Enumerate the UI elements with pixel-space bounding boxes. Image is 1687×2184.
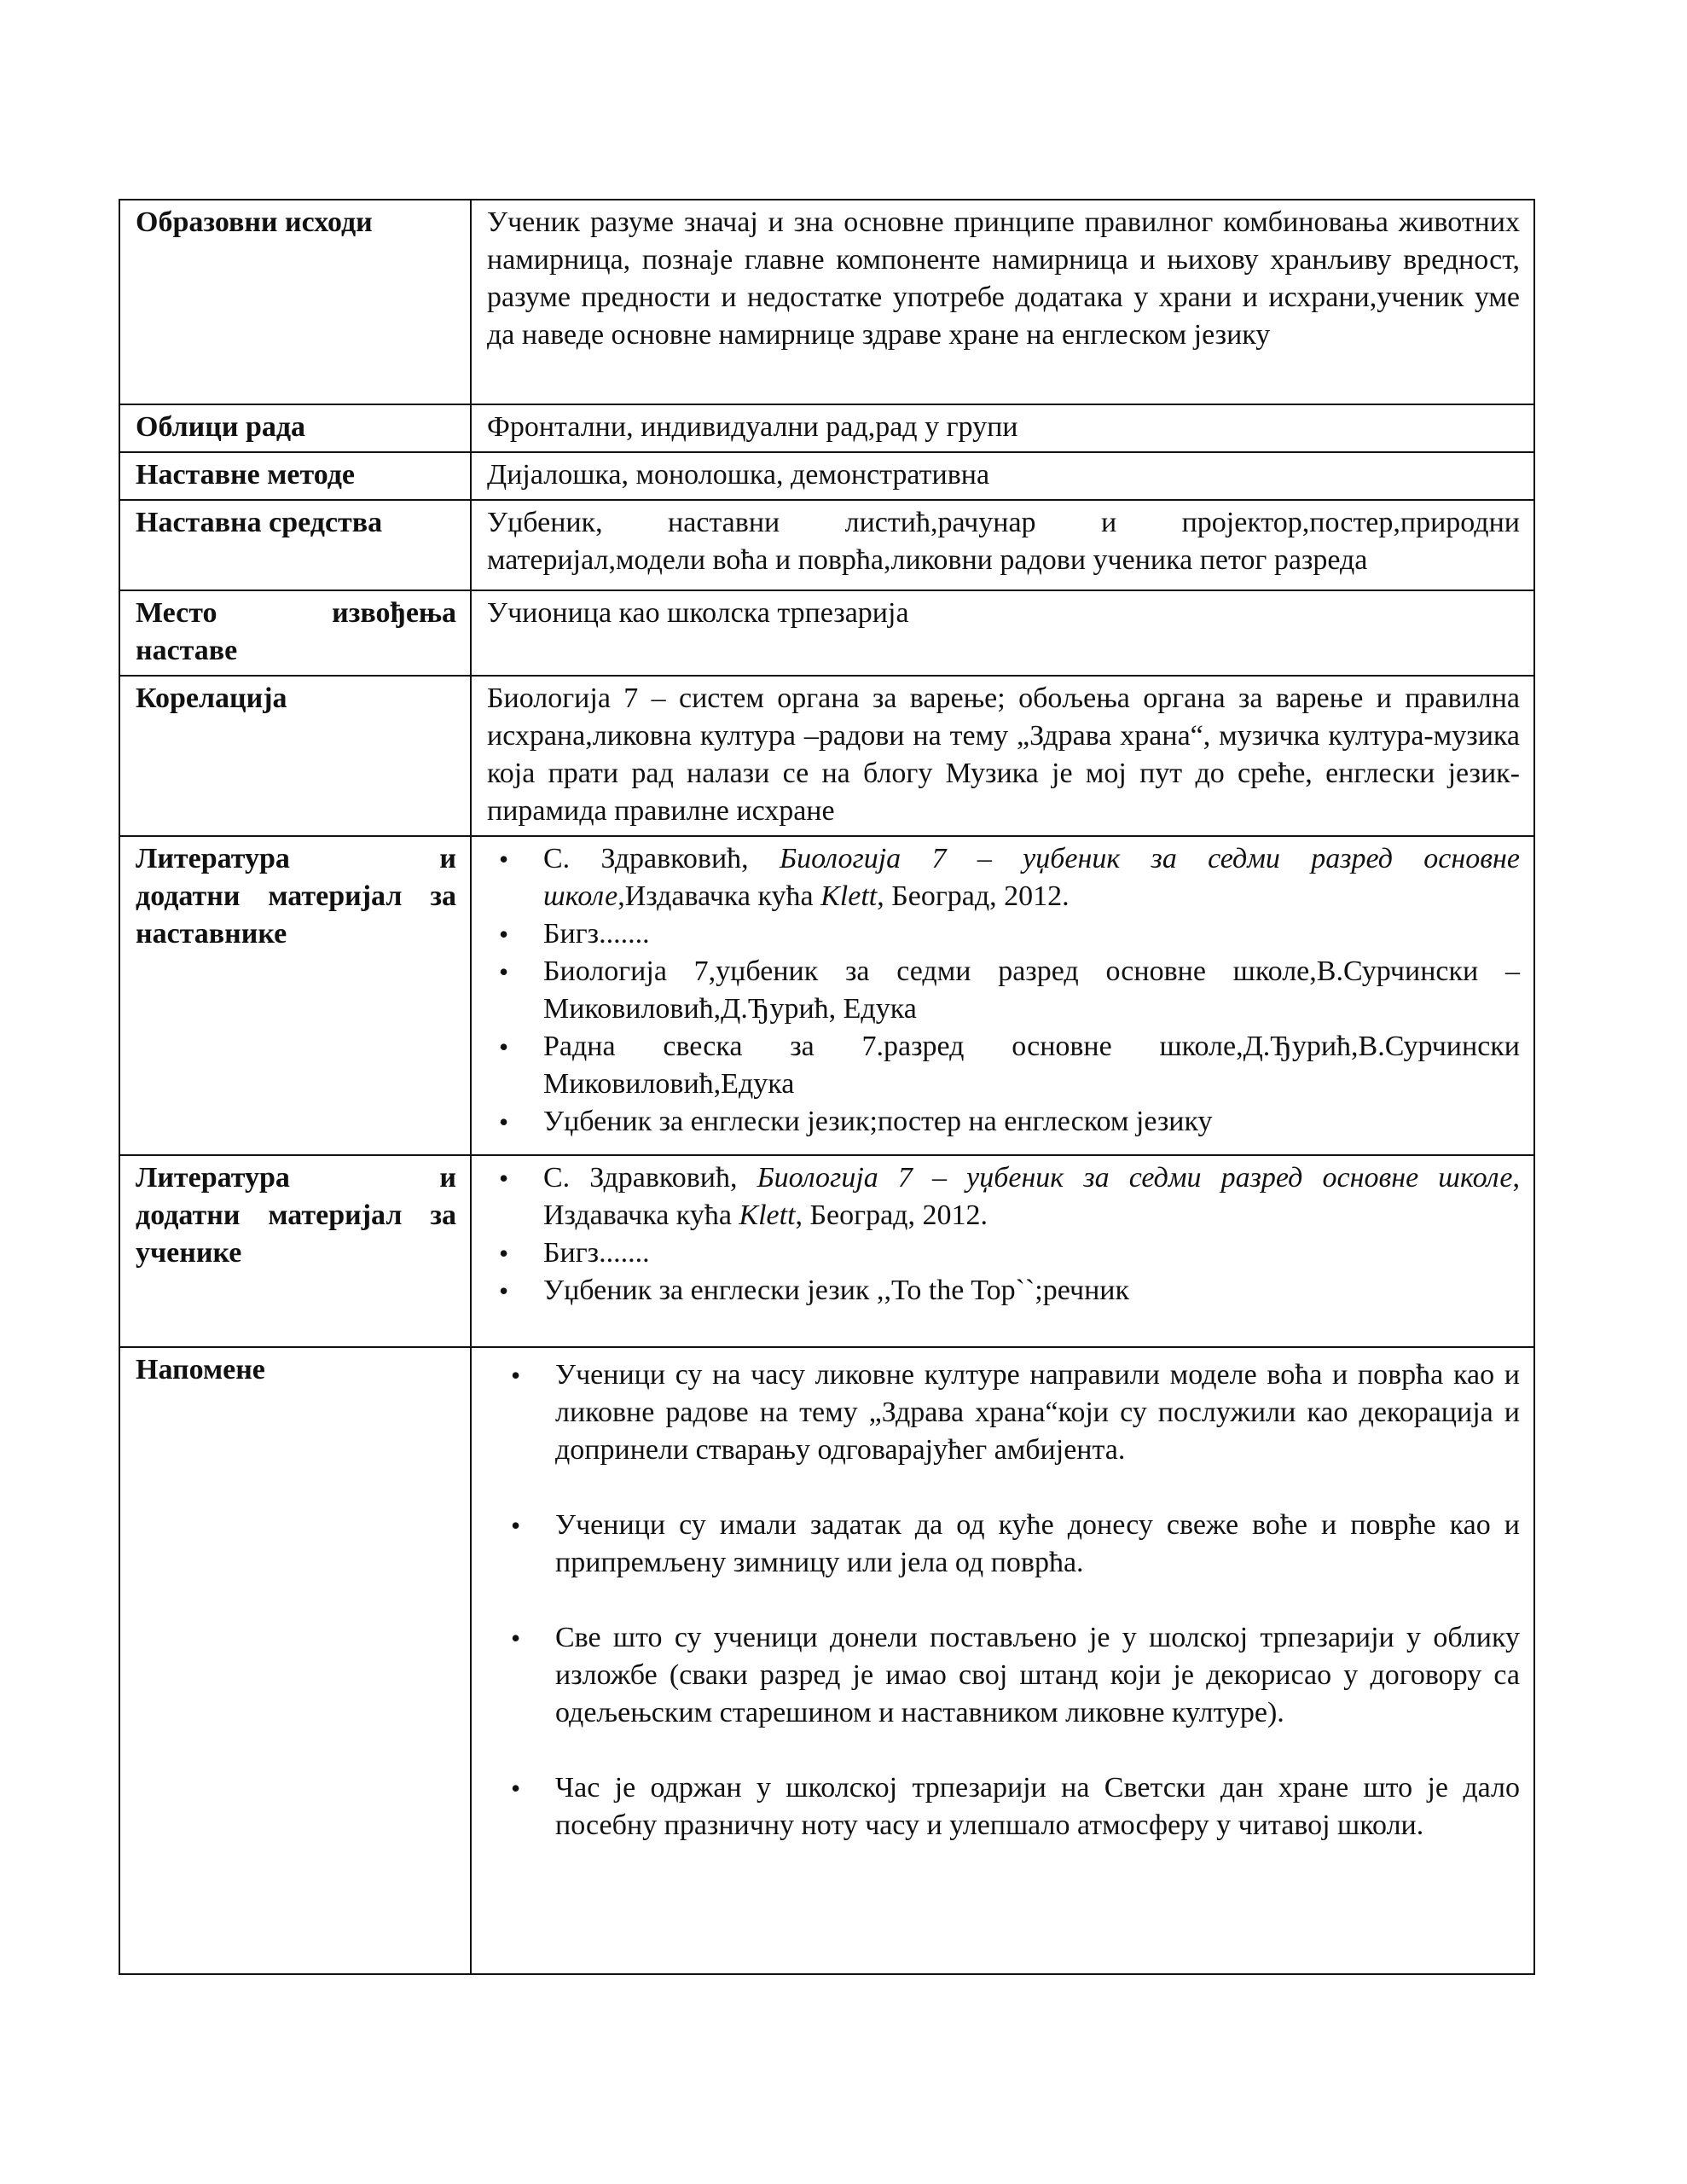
- list-item: • Ученици су на часу ликовне културе направили моделе воћа и поврћа као и ликовне радове на тему „Здрава храна“који су послужили као декорација и допринели стварању одговарајућег амбијента.: [555, 1356, 1520, 1469]
- list-item: • Ученици су имали задатак да од куће донесу свеже воће и поврће као и припремљену зимницу или јела од поврћа.: [555, 1507, 1520, 1582]
- row-label-work-forms: Облици рада: [119, 404, 471, 452]
- lit-teachers-label-word-2: и: [439, 843, 456, 874]
- list-item: • Бигз.......: [543, 1234, 1520, 1272]
- list-item: • Уџбеник за енглески језик;постер на енглеском језику: [543, 1103, 1520, 1141]
- row-label-outcomes: Образовни исходи: [119, 200, 471, 404]
- resources-line-2: материјал,модели воћа и поврћа,ликовни радови ученика петог разреда: [487, 544, 1368, 576]
- row-content-lit-students: [471, 1155, 1534, 1347]
- row-content-resources: [471, 500, 1534, 590]
- row-content-place: Учионица као школска трпезарија: [471, 590, 1534, 676]
- row-content-lit-teachers: [471, 836, 1534, 1155]
- list-item: • Час је одржан у школској трпезарији на Светски дан хране што је дало посебну празничну ноту часу и улепшало атмосферу у читавој школи.: [555, 1769, 1520, 1844]
- lit-teachers-label-word-1: Литература: [136, 843, 290, 874]
- place-label-word-1: Место: [136, 597, 217, 629]
- row-label-methods: Наставне методе: [119, 452, 471, 500]
- row-label-correlation: Корелација: [119, 676, 471, 836]
- list-item: • Биологија 7,уџбеник за седми разред основне школе,В.Сурчински –Миковиловић,Д.Ђурић, Едука: [543, 953, 1520, 1028]
- list-item: • Све што су ученици донели постављено је у шолској трпезарији у облику изложбе (сваки разред је имао свој штанд који је декорисао у договору са одељењским старешином и наставником ликовне културе).: [555, 1619, 1520, 1732]
- row-content-outcomes: Ученик разуме значај и зна основне принципе правилног комбиновања животних намирница, познаје главне компоненте намирница и њихову хранљиву вредност, разуме предности и недостатке употребе додатака у храни и исхрани,ученик уме да наведе основне намирнице здраве хране на енглеском језику: [471, 200, 1534, 404]
- table-row: [119, 1347, 1534, 1974]
- book-title: Биологија 7 – уџбеник за седми разред основне школе: [543, 843, 1520, 912]
- row-label-resources: Наставна средства: [119, 500, 471, 590]
- table-row: [119, 1155, 1534, 1347]
- list-item: • Бигз.......: [543, 915, 1520, 953]
- lit-students-list: [487, 1159, 1520, 1310]
- list-item: • С. Здравковић, Биологија 7 – уџбеник за седми разред основне школе,Издавачка кућа Klett, Београд, 2012.: [543, 840, 1520, 915]
- resources-line-1: Уџбеник, наставни листић,рачунар и пројектор,постер,природни: [487, 507, 1520, 538]
- lit-teachers-label-rest: додатни материјал за наставнике: [136, 880, 456, 950]
- book-title: Биологија 7 – уџбеник за седми разред основне школе: [757, 1162, 1513, 1194]
- lit-students-label-rest: додатни материјал за ученике: [136, 1199, 456, 1269]
- table-row: [119, 500, 1534, 590]
- row-content-notes: [471, 1347, 1534, 1974]
- table-row: [119, 404, 1534, 452]
- lit-students-label-word-2: и: [439, 1162, 456, 1194]
- lit-teachers-list: [487, 840, 1520, 1141]
- row-content-correlation: Биологија 7 – систем органа за варење; обољења органа за варење и правилна исхрана,ликовна култура –радови на тему „Здрава храна“, музичка култура-музика која прати рад налази се на блогу Музика је мој пут до среће, енглески језик-пирамида правилне исхране: [471, 676, 1534, 836]
- table-row: [119, 200, 1534, 404]
- publisher-name: Klett: [820, 880, 878, 912]
- row-label-notes: Напомене: [119, 1347, 471, 1974]
- place-label-word-2: извођења: [332, 597, 456, 629]
- publisher-name: Klett: [739, 1199, 796, 1231]
- place-label-word-3: наставе: [136, 635, 238, 666]
- notes-list: [487, 1356, 1520, 1844]
- row-label-lit-teachers: [119, 836, 471, 1155]
- lesson-plan-table: [119, 199, 1535, 1975]
- table-row: [119, 590, 1534, 676]
- list-item: • Радна свеска за 7.разред основне школе,Д.Ђурић,В.Сурчински Миковиловић,Едука: [543, 1028, 1520, 1103]
- row-content-work-forms: Фронтални, индивидуални рад,рад у групи: [471, 404, 1534, 452]
- table-row: [119, 836, 1534, 1155]
- row-label-lit-students: [119, 1155, 471, 1347]
- row-label-place: [119, 590, 471, 676]
- table-row: [119, 452, 1534, 500]
- row-content-methods: Дијалошка, монолошка, демонстративна: [471, 452, 1534, 500]
- table-row: [119, 676, 1534, 836]
- lit-students-label-word-1: Литература: [136, 1162, 290, 1194]
- list-item: • Уџбеник за енглески језик ,,To the Top``;речник: [543, 1272, 1520, 1310]
- list-item: • С. Здравковић, Биологија 7 – уџбеник за седми разред основне школе, Издавачка кућа Klett, Београд, 2012.: [543, 1159, 1520, 1234]
